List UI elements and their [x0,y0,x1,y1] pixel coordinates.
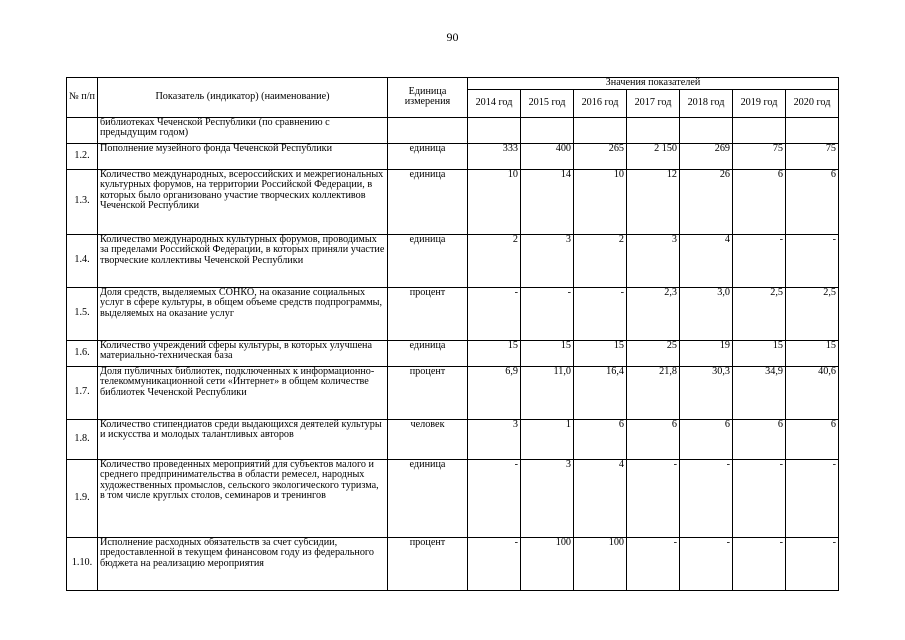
row-value: 3,0 [680,287,733,340]
header-year: 2020 год [786,89,839,117]
page-number: 90 [446,30,459,44]
row-unit: процент [388,537,468,590]
row-value: 269 [680,143,733,169]
row-value: - [733,234,786,287]
row-value: - [574,287,627,340]
row-num: 1.10. [67,537,98,590]
row-indicator: Доля публичных библиотек, подключенных к информационно-телекоммуникационной сети «Интернет» в общем количестве библиотек Чеченской Республики [98,366,388,419]
table-row [67,287,839,340]
table-row [67,117,839,143]
row-value: 75 [786,143,839,169]
row-value: - [733,459,786,537]
row-value: 3 [468,419,521,459]
row-value: 21,8 [627,366,680,419]
row-value: 15 [786,340,839,366]
row-indicator: Количество стипендиатов среди выдающихся деятелей культуры и искусства и молодых талантливых авторов [98,419,388,459]
row-value: 333 [468,143,521,169]
row-value: 6 [733,169,786,234]
row-value: 2,5 [786,287,839,340]
row-value: 6 [786,419,839,459]
header-values-group: Значения показателей [468,78,839,90]
row-value: 2 150 [627,143,680,169]
row-value: 14 [521,169,574,234]
row-value: 1 [521,419,574,459]
header-unit: Единица измерения [388,78,468,118]
row-value: 2,3 [627,287,680,340]
row-indicator: Количество международных, всероссийских и межрегиональных культурных форумов, на территории Российской Федерации, в которых было организовано участие творческих коллективов Чеченской Республики [98,169,388,234]
row-value: - [786,537,839,590]
header-year: 2017 год [627,89,680,117]
row-unit: единица [388,340,468,366]
header-year: 2016 год [574,89,627,117]
row-value [468,117,521,143]
row-value: - [468,459,521,537]
row-num: 1.5. [67,287,98,340]
table-header [67,78,839,118]
row-unit: единица [388,459,468,537]
row-unit: человек [388,419,468,459]
row-value: 2 [468,234,521,287]
table-row [67,234,839,287]
row-value: 25 [627,340,680,366]
row-unit: единица [388,169,468,234]
row-value: - [468,537,521,590]
row-value: - [521,287,574,340]
row-indicator: Пополнение музейного фонда Чеченской Республики [98,143,388,169]
row-value [733,117,786,143]
row-unit: процент [388,366,468,419]
row-value: - [680,537,733,590]
row-value: 2 [574,234,627,287]
table-row [67,143,839,169]
row-value: 15 [733,340,786,366]
table-row [67,537,839,590]
table-row [67,169,839,234]
row-value: 4 [680,234,733,287]
row-unit: единица [388,143,468,169]
row-indicator: Доля средств, выделяемых СОНКО, на оказание социальных услуг в сфере культуры, в общем объеме средств подпрограммы, выделяемых на оказание услуг [98,287,388,340]
row-unit [388,117,468,143]
header-year: 2019 год [733,89,786,117]
row-value: 75 [733,143,786,169]
row-num: 1.2. [67,143,98,169]
row-value [680,117,733,143]
row-value: - [468,287,521,340]
row-num: 1.3. [67,169,98,234]
header-indicator: Показатель (индикатор) (наименование) [98,78,388,118]
row-value: 100 [574,537,627,590]
row-indicator: Количество проведенных мероприятий для субъектов малого и среднего предпринимательства в области ремесел, народных художественных промыслов, сельского экологического туризма, в том числе круглых столов, семинаров и тренингов [98,459,388,537]
row-value: 15 [468,340,521,366]
row-value: - [680,459,733,537]
row-value: - [627,459,680,537]
table-row [67,366,839,419]
row-value: - [786,234,839,287]
row-value [786,117,839,143]
header-year: 2014 год [468,89,521,117]
row-num: 1.6. [67,340,98,366]
table-row [67,419,839,459]
row-value [627,117,680,143]
table-body [67,117,839,590]
row-value: 11,0 [521,366,574,419]
row-value: 2,5 [733,287,786,340]
row-num: 1.9. [67,459,98,537]
row-value: - [733,537,786,590]
indicators-table [66,77,839,591]
row-value: 15 [521,340,574,366]
row-value: 10 [468,169,521,234]
row-value: 400 [521,143,574,169]
row-value: 6 [733,419,786,459]
header-year: 2018 год [680,89,733,117]
row-value: 34,9 [733,366,786,419]
row-value: 265 [574,143,627,169]
row-value: 3 [521,234,574,287]
row-value: 6,9 [468,366,521,419]
row-num [67,117,98,143]
row-indicator: библиотеках Чеченской Республики (по сравнению с предыдущим годом) [98,117,388,143]
row-indicator: Количество учреждений сферы культуры, в которых улучшена материально-техническая база [98,340,388,366]
row-value: 4 [574,459,627,537]
header-num: № п/п [67,78,98,118]
row-value: - [786,459,839,537]
row-num: 1.8. [67,419,98,459]
table-row [67,459,839,537]
row-unit: процент [388,287,468,340]
row-value: 6 [574,419,627,459]
row-value: 30,3 [680,366,733,419]
row-value: 12 [627,169,680,234]
row-value: 16,4 [574,366,627,419]
header-year: 2015 год [521,89,574,117]
row-value: 100 [521,537,574,590]
row-value: 40,6 [786,366,839,419]
row-indicator: Количество международных культурных форумов, проводимых за пределами Российской Федерации, в которых приняли участие творческие коллективы Чеченской Республики [98,234,388,287]
row-indicator: Исполнение расходных обязательств за счет субсидии, предоставленной в текущем финансовом году из федерального бюджета на реализацию мероприятия [98,537,388,590]
row-num: 1.7. [67,366,98,419]
row-num: 1.4. [67,234,98,287]
row-value: - [627,537,680,590]
row-value: 26 [680,169,733,234]
table-row [67,340,839,366]
row-value: 6 [627,419,680,459]
row-value: 19 [680,340,733,366]
row-value: 6 [786,169,839,234]
row-unit: единица [388,234,468,287]
row-value: 10 [574,169,627,234]
row-value: 3 [521,459,574,537]
row-value: 3 [627,234,680,287]
row-value: 6 [680,419,733,459]
row-value [574,117,627,143]
row-value: 15 [574,340,627,366]
row-value [521,117,574,143]
